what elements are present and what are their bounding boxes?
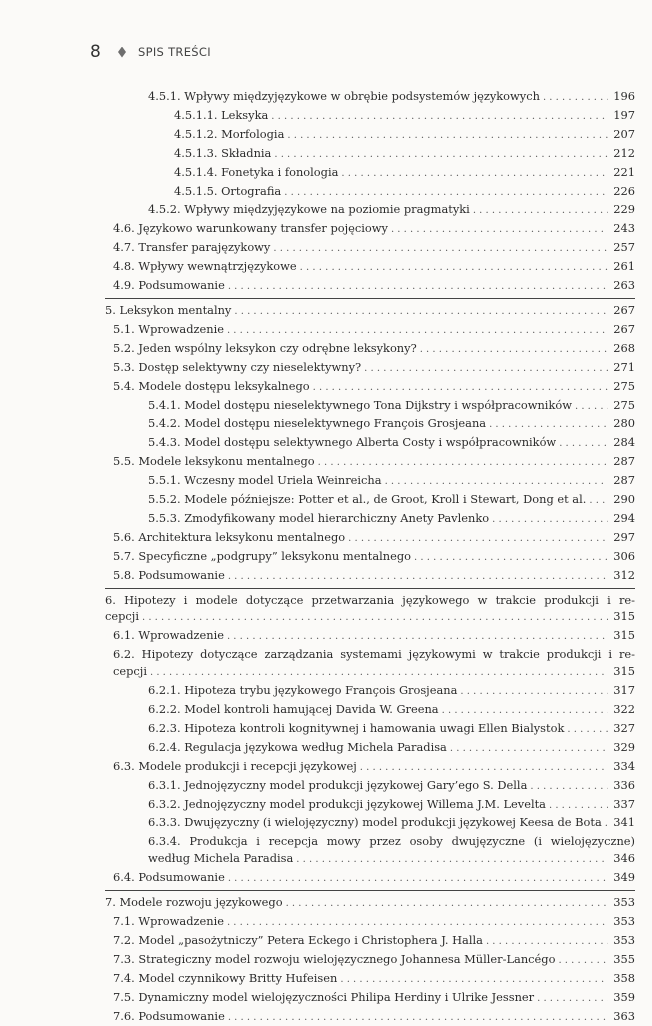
toc-entry-page: 306	[611, 548, 635, 565]
toc-entry	[105, 814, 635, 833]
toc-entry-title: 4.5.1. Wpływy międzyjęzykowe w obrębie podsystemów językowych	[148, 88, 540, 105]
toc-entry-page: 363	[611, 1008, 635, 1025]
toc-entry-title: 5.5.2. Modele późniejsze: Potter et al., de Groot, Kroll i Stewart, Dong et al.	[148, 491, 586, 508]
toc-entry	[105, 510, 635, 529]
toc-entry-first-line	[105, 646, 635, 663]
toc-entry	[105, 239, 635, 258]
dot-leader	[558, 953, 608, 970]
toc-entry-title: cepcji	[105, 608, 139, 625]
dot-leader	[559, 436, 608, 453]
toc-entry	[105, 608, 635, 627]
toc-entry-page: 312	[611, 567, 635, 584]
toc-entry-page: 197	[611, 107, 635, 124]
toc-entry	[105, 1008, 635, 1026]
dot-leader	[271, 109, 608, 126]
toc-entry-page: 267	[611, 302, 635, 319]
toc-entry-first-line	[105, 592, 635, 609]
toc-entry-title: 7.6. Podsumowanie	[113, 1008, 225, 1025]
toc-entry	[105, 340, 635, 359]
toc-entry	[105, 627, 635, 646]
dot-leader	[385, 474, 608, 491]
toc-entry	[105, 932, 635, 951]
toc-entry	[105, 126, 635, 145]
dot-leader	[589, 493, 608, 510]
toc-entry	[105, 913, 635, 932]
dot-leader	[473, 203, 608, 220]
dot-leader	[567, 722, 608, 739]
toc-entry-page: 336	[611, 777, 635, 794]
page-header	[90, 42, 211, 62]
toc-entry	[105, 378, 635, 397]
dot-leader	[341, 166, 608, 183]
dot-leader	[227, 323, 608, 340]
toc-entry-title: 4.9. Podsumowanie	[113, 277, 225, 294]
toc-entry-title: 6.3. Modele produkcji i recepcji językowej	[113, 758, 357, 775]
dot-leader	[274, 147, 608, 164]
toc-entry-title: 6.2.2. Model kontroli hamującej Davida W. Greena	[148, 701, 439, 718]
toc-entry	[105, 415, 635, 434]
dot-leader	[537, 991, 608, 1008]
dot-leader	[348, 531, 608, 548]
dot-leader	[286, 896, 608, 913]
toc-entry-page: 275	[611, 397, 635, 414]
toc-entry-page: 334	[611, 758, 635, 775]
toc-entry-page: 257	[611, 239, 635, 256]
toc-entry	[105, 145, 635, 164]
dot-leader	[420, 342, 608, 359]
toc-entry-title: 5.4. Modele dostępu leksykalnego	[113, 378, 310, 395]
dot-leader	[543, 90, 608, 107]
toc-entry-title: 5.5. Modele leksykonu mentalnego	[113, 453, 315, 470]
toc-entry-title: 6.2. Hipotezy dotyczące zarządzania systemami językowymi w trakcie produkcji i re-	[113, 646, 635, 663]
toc-entry-page: 287	[611, 453, 635, 470]
toc-entry-title: 4.7. Transfer parajęzykowy	[113, 239, 270, 256]
toc-entry	[105, 777, 635, 796]
toc-entry-page: 275	[611, 378, 635, 395]
toc-entry-title: 5.4.3. Model dostępu selektywnego Alberta Costy i współpracowników	[148, 434, 556, 451]
toc-entry	[105, 720, 635, 739]
section-divider	[105, 588, 635, 589]
toc-entry	[105, 894, 635, 913]
toc-entry	[105, 663, 635, 682]
dot-leader	[340, 972, 608, 989]
toc-entry-title: 4.5.1.5. Ortografia	[174, 183, 281, 200]
page-number: 8	[90, 42, 118, 62]
toc-entry	[105, 359, 635, 378]
toc-entry	[105, 869, 635, 888]
toc-entry-title: 4.5.1.2. Morfologia	[174, 126, 284, 143]
toc-entry-page: 358	[611, 970, 635, 987]
toc-entry-page: 287	[611, 472, 635, 489]
toc-entry-page: 315	[611, 608, 635, 625]
toc-entry-page: 267	[611, 321, 635, 338]
section-divider	[105, 890, 635, 891]
toc-entry-page: 280	[611, 415, 635, 432]
toc-entry-page: 315	[611, 627, 635, 644]
toc-entry-page: 261	[611, 258, 635, 275]
toc-entry	[105, 302, 635, 321]
toc-entry-title: 5.4.2. Model dostępu nieselektywnego François Grosjeana	[148, 415, 486, 432]
toc-entry	[105, 491, 635, 510]
toc-entry	[105, 739, 635, 758]
dot-leader	[450, 741, 608, 758]
toc-entry-page: 327	[611, 720, 635, 737]
dot-leader	[318, 455, 608, 472]
dot-leader	[234, 304, 608, 321]
dot-leader	[414, 550, 608, 567]
toc-entry	[105, 970, 635, 989]
table-of-contents	[105, 88, 635, 1026]
dot-leader	[228, 279, 608, 296]
dot-leader	[227, 915, 608, 932]
dot-leader	[313, 380, 608, 397]
toc-entry-title: 6.3.2. Jednojęzyczny model produkcji językowej Willema J.M. Levelta	[148, 796, 546, 813]
toc-entry	[105, 258, 635, 277]
toc-entry	[105, 701, 635, 720]
toc-entry	[105, 277, 635, 296]
toc-entry-title: 6.3.3. Dwujęzyczny (i wielojęzyczny) model produkcji językowej Keesa de Bota	[148, 814, 602, 831]
section-divider	[105, 298, 635, 299]
toc-entry-page: 355	[611, 951, 635, 968]
toc-entry-title: 7.3. Strategiczny model rozwoju wielojęzycznego Johannesa Müller-Lancégo	[113, 951, 555, 968]
dot-leader	[273, 241, 608, 258]
toc-entry-title: 5.5.3. Zmodyfikowany model hierarchiczny Anety Pavlenko	[148, 510, 489, 527]
dot-leader	[228, 569, 608, 586]
toc-entry-title: 4.8. Wpływy wewnątrzjęzykowe	[113, 258, 297, 275]
toc-entry	[105, 434, 635, 453]
toc-entry	[105, 796, 635, 815]
toc-entry-title: 4.5.1.3. Składnia	[174, 145, 271, 162]
toc-entry-page: 263	[611, 277, 635, 294]
toc-entry	[105, 567, 635, 586]
toc-entry-page: 322	[611, 701, 635, 718]
dot-leader	[296, 852, 608, 869]
toc-entry	[105, 951, 635, 970]
dot-leader	[486, 934, 608, 951]
toc-entry	[105, 88, 635, 107]
toc-entry-first-line	[105, 833, 635, 850]
dot-leader	[391, 222, 608, 239]
toc-entry-title: 6.2.1. Hipoteza trybu językowego François Grosjeana	[148, 682, 457, 699]
toc-entry-page: 271	[611, 359, 635, 376]
toc-entry	[105, 850, 635, 869]
toc-entry-title: 4.5.1.1. Leksyka	[174, 107, 268, 124]
toc-entry-title: 5.6. Architektura leksykonu mentalnego	[113, 529, 345, 546]
toc-entry-title: cepcji	[113, 663, 147, 680]
toc-entry-title: 5.3. Dostęp selektywny czy nieselektywny?	[113, 359, 361, 376]
dot-leader	[142, 610, 608, 627]
dot-leader	[575, 399, 608, 416]
toc-entry-page: 353	[611, 894, 635, 911]
toc-entry-page: 315	[611, 663, 635, 680]
dot-leader	[228, 871, 608, 888]
toc-entry-title: 4.5.2. Wpływy międzyjęzykowe na poziomie pragmatyki	[148, 201, 470, 218]
toc-entry-title: 5.7. Specyficzne „podgrupy” leksykonu mentalnego	[113, 548, 411, 565]
toc-entry	[105, 107, 635, 126]
toc-entry-title: 7.4. Model czynnikowy Britty Hufeisen	[113, 970, 337, 987]
toc-entry-page: 353	[611, 913, 635, 930]
running-head: SPIS TREŚCI	[138, 45, 211, 59]
toc-entry-page: 297	[611, 529, 635, 546]
toc-entry	[105, 548, 635, 567]
toc-entry-title: 6. Hipotezy i modele dotyczące przetwarzania językowego w trakcie produkcji i re-	[105, 592, 635, 609]
dot-leader	[287, 128, 608, 145]
toc-entry-page: 196	[611, 88, 635, 105]
toc-entry-title: 6.1. Wprowadzenie	[113, 627, 224, 644]
toc-entry-title: 5.1. Wprowadzenie	[113, 321, 224, 338]
toc-entry	[105, 472, 635, 491]
dot-leader	[150, 665, 608, 682]
dot-leader	[605, 816, 608, 833]
dot-leader	[442, 703, 608, 720]
toc-entry-page: 284	[611, 434, 635, 451]
toc-entry-page: 349	[611, 869, 635, 886]
toc-entry	[105, 397, 635, 416]
dot-leader	[227, 629, 608, 646]
toc-entry-title: 6.4. Podsumowanie	[113, 869, 225, 886]
toc-entry	[105, 220, 635, 239]
toc-entry-page: 226	[611, 183, 635, 200]
dot-leader	[364, 361, 608, 378]
toc-entry-page: 317	[611, 682, 635, 699]
toc-entry-title: 7.2. Model „pasożytniczy” Petera Eckego i Christophera J. Halla	[113, 932, 483, 949]
diamond-ornament-icon	[118, 47, 126, 58]
toc-entry-title: 4.6. Językowo warunkowany transfer pojęciowy	[113, 220, 388, 237]
dot-leader	[284, 185, 608, 202]
toc-entry-title: 4.5.1.4. Fonetyka i fonologia	[174, 164, 338, 181]
toc-entry-page: 337	[611, 796, 635, 813]
dot-leader	[460, 684, 608, 701]
toc-entry-page: 268	[611, 340, 635, 357]
toc-entry-page: 346	[611, 850, 635, 867]
toc-entry	[105, 529, 635, 548]
dot-leader	[530, 779, 608, 796]
toc-entry-page: 243	[611, 220, 635, 237]
toc-entry-title: 5. Leksykon mentalny	[105, 302, 231, 319]
toc-entry-title: 7.5. Dynamiczny model wielojęzyczności Philipa Herdiny i Ulrike Jessner	[113, 989, 534, 1006]
toc-entry	[105, 989, 635, 1008]
toc-entry	[105, 201, 635, 220]
toc-entry-title: 7. Modele rozwoju językowego	[105, 894, 283, 911]
dot-leader	[228, 1010, 608, 1026]
toc-entry-title: 5.5.1. Wczesny model Uriela Weinreicha	[148, 472, 382, 489]
toc-entry-page: 212	[611, 145, 635, 162]
toc-entry-title: 5.2. Jeden wspólny leksykon czy odrębne leksykony?	[113, 340, 417, 357]
dot-leader	[489, 417, 608, 434]
toc-entry-title: 5.4.1. Model dostępu nieselektywnego Tona Dijkstry i współpracowników	[148, 397, 572, 414]
dot-leader	[360, 760, 608, 777]
toc-entry-page: 341	[611, 814, 635, 831]
toc-entry	[105, 682, 635, 701]
toc-entry-page: 207	[611, 126, 635, 143]
toc-entry-page: 221	[611, 164, 635, 181]
toc-entry-page: 294	[611, 510, 635, 527]
toc-entry-title: 5.8. Podsumowanie	[113, 567, 225, 584]
toc-entry-title: 6.3.4. Produkcja i recepcja mowy przez osoby dwujęzyczne (i wielojęzyczne)	[148, 833, 635, 850]
toc-entry-page: 353	[611, 932, 635, 949]
toc-entry	[105, 164, 635, 183]
dot-leader	[549, 798, 608, 815]
toc-entry-title: 6.2.3. Hipoteza kontroli kognitywnej i hamowania uwagi Ellen Bialystok	[148, 720, 564, 737]
toc-entry-title: 7.1. Wprowadzenie	[113, 913, 224, 930]
toc-entry	[105, 758, 635, 777]
toc-entry	[105, 453, 635, 472]
toc-entry-page: 329	[611, 739, 635, 756]
dot-leader	[300, 260, 608, 277]
toc-entry-page: 290	[611, 491, 635, 508]
toc-entry-title: 6.2.4. Regulacja językowa według Michela Paradisa	[148, 739, 447, 756]
toc-entry	[105, 321, 635, 340]
toc-entry	[105, 183, 635, 202]
toc-entry-page: 229	[611, 201, 635, 218]
dot-leader	[492, 512, 608, 529]
toc-entry-title: według Michela Paradisa	[148, 850, 293, 867]
toc-entry-title: 6.3.1. Jednojęzyczny model produkcji językowej Gary’ego S. Della	[148, 777, 527, 794]
toc-entry-page: 359	[611, 989, 635, 1006]
